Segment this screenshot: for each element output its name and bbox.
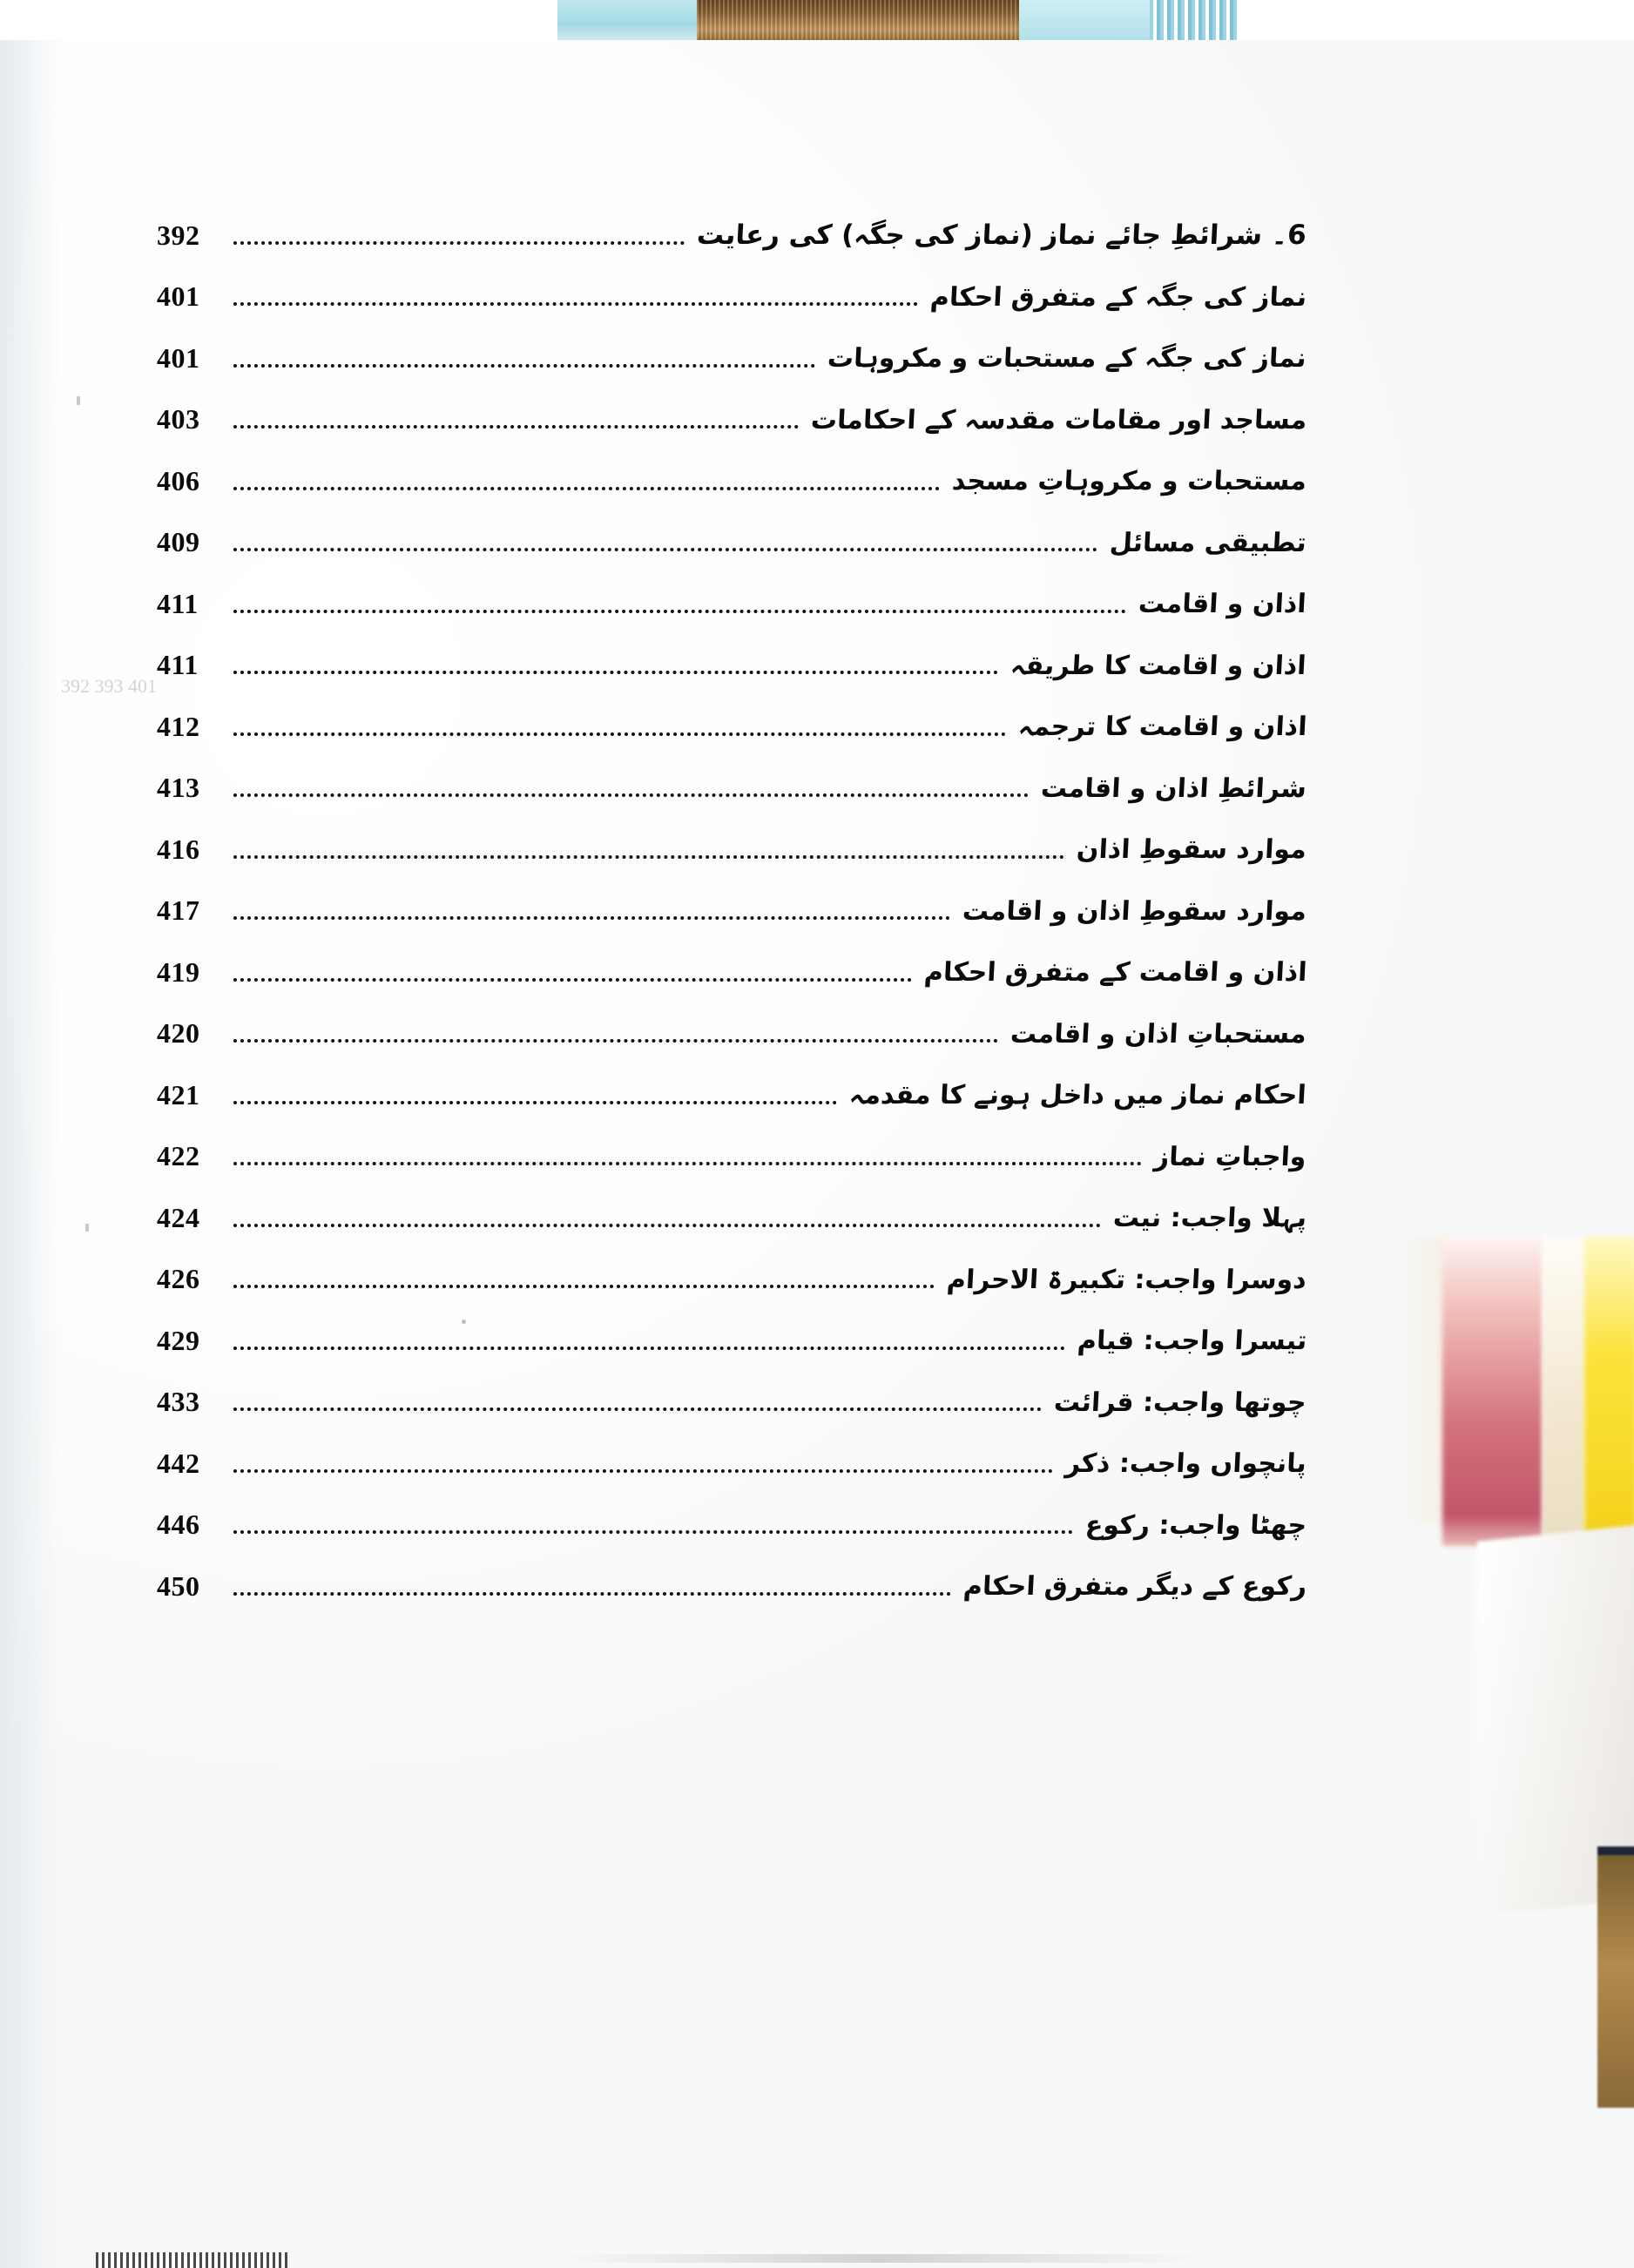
- toc-leader-dots: [233, 1461, 1053, 1473]
- toc-entry-title: مستحباتِ اذان و اقامت: [1009, 1018, 1307, 1050]
- toc-entry[interactable]: [157, 647, 1307, 685]
- toc-leader-dots: [233, 969, 912, 982]
- toc-entry[interactable]: [157, 1445, 1307, 1483]
- toc-entry-title: چھٹا واجب: رکوع: [1084, 1509, 1307, 1541]
- toc-entry-page-number: 406: [157, 464, 200, 496]
- toc-entry-title: واجباتِ نماز: [1153, 1141, 1307, 1172]
- toc-leader-dots: [233, 1399, 1042, 1411]
- scan-speck: [85, 1224, 89, 1232]
- book-spine-yellow: [1584, 1237, 1634, 1581]
- toc-entry-title: دوسرا واجب: تکبیرۃ الاحرام: [946, 1264, 1307, 1295]
- spine-shadow: [1399, 1237, 1447, 1524]
- toc-entry[interactable]: [157, 216, 1307, 255]
- photo-segment-white-right: [1237, 0, 1634, 40]
- toc-leader-dots: [233, 233, 685, 245]
- toc-leader-dots: [233, 1276, 935, 1288]
- toc-leader-dots: [233, 908, 950, 920]
- toc-entry[interactable]: [157, 831, 1307, 869]
- toc-entry-title: اذان و اقامت کا ترجمہ: [1016, 712, 1307, 743]
- table-of-contents: [157, 216, 1307, 1630]
- toc-entry-page-number: 417: [157, 894, 200, 927]
- top-photo-strip: [0, 0, 1634, 40]
- toc-entry[interactable]: [157, 1568, 1307, 1606]
- toc-entry-page-number: 401: [157, 280, 200, 313]
- toc-entry-title: احکام نماز میں داخل ہونے کا مقدمہ: [848, 1080, 1307, 1111]
- toc-entry-title: نماز کی جگہ کے متفرق احکام: [928, 281, 1307, 313]
- faint-bleed-page-numbers: 392 393 401: [61, 675, 157, 697]
- toc-leader-dots: [233, 416, 799, 429]
- toc-entry[interactable]: [157, 462, 1307, 501]
- toc-entry[interactable]: [157, 708, 1307, 746]
- toc-entry-title: اذان و اقامت کا طریقہ: [1009, 650, 1307, 681]
- toc-entry[interactable]: [157, 402, 1307, 440]
- toc-leader-dots: [233, 785, 1029, 797]
- book-spine-cream: [1543, 1237, 1584, 1559]
- toc-entry-page-number: 403: [157, 403, 200, 435]
- toc-leader-dots: [233, 539, 1097, 551]
- toc-entry-page-number: 411: [157, 649, 199, 681]
- toc-entry-page-number: 421: [157, 1078, 200, 1110]
- book-spine-cluster: [1347, 1237, 1634, 2108]
- toc-entry-title: تطبیقی مسائل: [1109, 527, 1307, 558]
- photo-segment-cyan-2: [1019, 0, 1150, 40]
- toc-leader-dots: [233, 601, 1126, 613]
- toc-entry[interactable]: [157, 893, 1307, 931]
- toc-entry-title: 6۔ شرائطِ جائے نماز (نماز کی جگہ) کی رعایت: [696, 219, 1307, 251]
- toc-entry[interactable]: [157, 1261, 1307, 1299]
- toc-leader-dots: [233, 1522, 1073, 1534]
- wood-surface: [1597, 1846, 1634, 2108]
- toc-entry-page-number: 412: [157, 710, 200, 742]
- toc-entry-page-number: 401: [157, 341, 200, 374]
- toc-entry-title: رکوع کے دیگر متفرق احکام: [962, 1571, 1307, 1603]
- toc-entry-page-number: 424: [157, 1201, 200, 1233]
- toc-leader-dots: [233, 1153, 1142, 1165]
- toc-entry[interactable]: [157, 770, 1307, 808]
- toc-entry-page-number: 392: [157, 219, 200, 251]
- toc-entry-title: اذان و اقامت کے متفرق احکام: [922, 957, 1307, 989]
- toc-entry-title: شرائطِ اذان و اقامت: [1040, 773, 1307, 804]
- toc-leader-dots: [233, 355, 815, 368]
- toc-entry-title: مستحبات و مکروہاتِ مسجد: [951, 466, 1307, 497]
- toc-entry[interactable]: [157, 1322, 1307, 1360]
- toc-entry-page-number: 413: [157, 772, 200, 804]
- toc-entry-page-number: 420: [157, 1017, 200, 1050]
- toc-entry-title: موارد سقوطِ اذان و اقامت: [962, 895, 1307, 927]
- toc-leader-dots: [233, 1215, 1101, 1227]
- scan-bottom-marker: [96, 2252, 287, 2268]
- photo-segment-white-left: [0, 0, 557, 40]
- toc-entry-title: نماز کی جگہ کے مستحبات و مکروہات: [827, 343, 1307, 375]
- toc-leader-dots: [233, 478, 940, 490]
- toc-entry[interactable]: [157, 1507, 1307, 1545]
- scan-speck: [77, 396, 80, 405]
- toc-entry[interactable]: [157, 279, 1307, 317]
- toc-entry-page-number: 419: [157, 955, 200, 988]
- toc-entry-page-number: 426: [157, 1263, 200, 1295]
- toc-leader-dots: [233, 294, 918, 306]
- toc-entry[interactable]: [157, 1199, 1307, 1238]
- toc-entry-page-number: 422: [157, 1140, 200, 1172]
- photo-segment-striped: [1150, 0, 1237, 40]
- photo-segment-cyan: [557, 0, 697, 40]
- book-spine-pink: [1442, 1237, 1543, 1546]
- toc-entry-page-number: 446: [157, 1509, 200, 1541]
- scan-left-shadow: [0, 0, 61, 2268]
- toc-entry[interactable]: [157, 1138, 1307, 1177]
- toc-entry-title: تیسرا واجب: قیام: [1076, 1326, 1307, 1357]
- toc-entry-page-number: 411: [157, 587, 199, 619]
- photo-segment-brown-book: [697, 0, 1019, 40]
- scan-bottom-smudge: [557, 2254, 1202, 2263]
- toc-entry-page-number: 450: [157, 1569, 200, 1602]
- toc-entry-title: چوتھا واجب: قرائت: [1053, 1387, 1307, 1418]
- toc-entry-title: موارد سقوطِ اذان: [1076, 834, 1307, 866]
- toc-entry-page-number: 442: [157, 1447, 200, 1479]
- toc-entry[interactable]: [157, 1077, 1307, 1115]
- toc-entry[interactable]: [157, 340, 1307, 378]
- toc-entry-title: پہلا واجب: نیت: [1112, 1203, 1307, 1234]
- toc-entry-page-number: 433: [157, 1386, 200, 1418]
- toc-leader-dots: [233, 662, 998, 674]
- toc-leader-dots: [233, 1092, 837, 1104]
- toc-entry-title: اذان و اقامت: [1138, 589, 1307, 620]
- toc-entry[interactable]: [157, 1016, 1307, 1054]
- toc-entry-title: مساجد اور مقامات مقدسہ کے احکامات: [809, 404, 1307, 435]
- toc-entry[interactable]: [157, 524, 1307, 563]
- paper-stack: [1477, 1524, 1634, 1916]
- toc-leader-dots: [233, 1030, 998, 1043]
- toc-entry[interactable]: [157, 585, 1307, 624]
- toc-leader-dots: [233, 724, 1006, 736]
- toc-entry-page-number: 429: [157, 1324, 200, 1356]
- toc-entry-page-number: 409: [157, 526, 200, 558]
- toc-entry[interactable]: [157, 954, 1307, 992]
- toc-entry[interactable]: [157, 1384, 1307, 1422]
- toc-leader-dots: [233, 1583, 951, 1596]
- toc-leader-dots: [233, 1338, 1065, 1350]
- toc-entry-title: پانچواں واجب: ذکر: [1064, 1448, 1307, 1480]
- toc-leader-dots: [233, 847, 1064, 859]
- toc-entry-page-number: 416: [157, 833, 200, 865]
